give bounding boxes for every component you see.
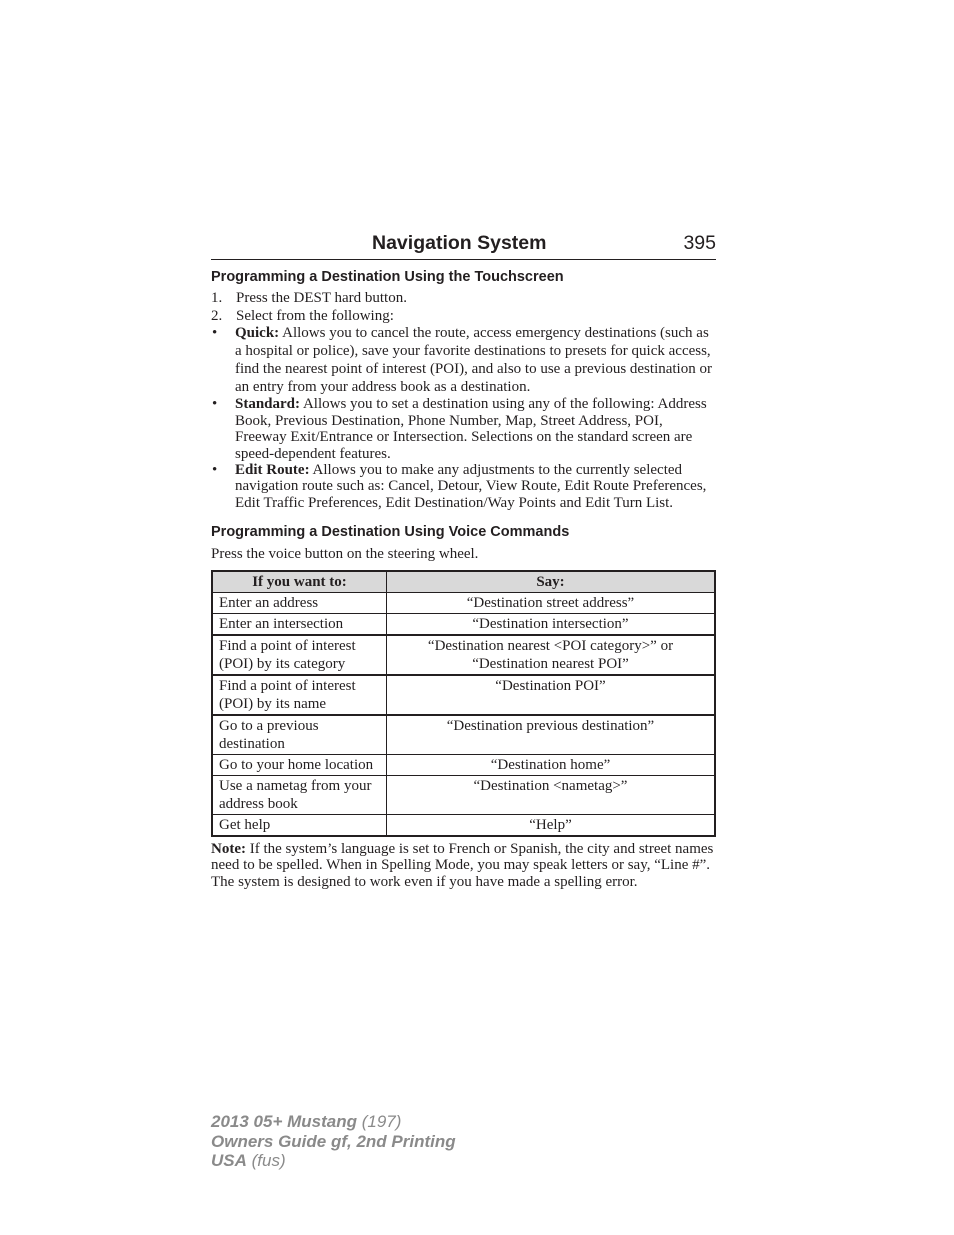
option-text: Allows you to cancel the route, access emergency destinations (such as a hospital or police), save your favorite destinations to presets for quick access, find the nearest point of interest (POI), and also to use a previous destination or an entry from your address book as a destination. xyxy=(235,325,712,395)
option-item-quick xyxy=(211,325,716,396)
step-number: 2. xyxy=(211,307,223,324)
options-list xyxy=(211,325,716,511)
option-term: Edit Route: xyxy=(235,462,310,478)
step-text: Press the DEST hard button. xyxy=(236,290,407,306)
option-item-edit-route xyxy=(211,462,716,511)
table-header-row xyxy=(212,571,715,593)
table-cell-action: Go to your home location xyxy=(212,754,387,775)
table-cell-action: Find a point of interest (POI) by its category xyxy=(212,635,387,675)
option-item-standard xyxy=(211,396,716,462)
footer-model: 2013 05+ Mustang xyxy=(211,1112,357,1131)
bullet-icon: • xyxy=(212,396,218,413)
table-row xyxy=(212,775,715,814)
option-text: Allows you to make any adjustments to the currently selected navigation route such as: Cancel, Detour, View Route, Edit Route Preferences, Edit Traffic Preferences, Edit Destination/Way Points and Edit Turn List. xyxy=(235,462,707,511)
table-row xyxy=(212,592,715,613)
chapter-title: Navigation System xyxy=(372,232,547,254)
table-cell-say: “Destination previous destination” xyxy=(387,715,716,755)
footer-line xyxy=(211,1112,456,1132)
table-row xyxy=(212,613,715,635)
column-header: Say: xyxy=(387,571,716,593)
steps-list xyxy=(211,290,716,325)
footer-model-code: (197) xyxy=(361,1112,402,1131)
voice-commands-table xyxy=(211,570,716,837)
table-cell-say: “Destination <nametag>” xyxy=(387,775,716,814)
spelling-note xyxy=(211,841,716,890)
option-term: Quick: xyxy=(235,325,280,342)
footer-line xyxy=(211,1151,456,1171)
footer-guide: Owners Guide gf, 2nd Printing xyxy=(211,1131,456,1151)
option-text: Allows you to set a destination using any of the following: Address Book, Previous Destination, Phone Number, Map, Street Address, POI, Freeway Exit/Entrance or Intersection. Selections on the standard screen are speed-dependent features. xyxy=(235,396,707,462)
table-cell-action: Get help xyxy=(212,814,387,836)
table-row xyxy=(212,675,715,715)
footer-market-code: (fus) xyxy=(251,1151,286,1170)
table-cell-say: “Destination home” xyxy=(387,754,716,775)
bullet-icon: • xyxy=(212,462,218,478)
step-text: Select from the following: xyxy=(236,307,394,324)
step-item xyxy=(211,308,716,326)
page-content xyxy=(211,229,716,890)
footer-market: USA xyxy=(211,1151,247,1170)
bullet-icon: • xyxy=(212,325,218,342)
table-cell-action: Go to a previous destination xyxy=(212,715,387,755)
table-row xyxy=(212,814,715,836)
table-cell-say: “Destination street address” xyxy=(387,592,716,613)
table-row xyxy=(212,715,715,755)
table-cell-action: Find a point of interest (POI) by its name xyxy=(212,675,387,715)
footer-line xyxy=(211,1132,456,1152)
step-item xyxy=(211,290,716,308)
voice-commands-heading: Programming a Destination Using Voice Commands xyxy=(211,524,570,541)
note-text: If the system’s language is set to French or Spanish, the city and street names need to be spelled. When in Spelling Mode, you may speak letters or say, “Line #”. The system is designed to work even if you have made a spelling error. xyxy=(211,840,714,890)
table-cell-action: Enter an address xyxy=(212,592,387,613)
page-footer xyxy=(211,1112,456,1171)
table-cell-say: “Destination POI” xyxy=(387,675,716,715)
table-cell-say: “Destination intersection” xyxy=(387,613,716,635)
table-row xyxy=(212,635,715,675)
touchscreen-heading: Programming a Destination Using the Touchscreen xyxy=(211,269,564,285)
table-cell-action: Enter an intersection xyxy=(212,613,387,635)
table-cell-say: “Destination nearest <POI category>” or “Destination nearest POI” xyxy=(387,635,716,675)
table-row xyxy=(212,754,715,775)
voice-intro: Press the voice button on the steering wheel. xyxy=(211,546,479,563)
page-header xyxy=(211,229,716,260)
table-cell-say: “Help” xyxy=(387,814,716,836)
note-label: Note: xyxy=(211,840,246,857)
step-number: 1. xyxy=(211,290,223,306)
column-header: If you want to: xyxy=(212,571,387,593)
option-term: Standard: xyxy=(235,396,301,413)
page-number: 395 xyxy=(683,232,716,254)
table-cell-action: Use a nametag from your address book xyxy=(212,775,387,814)
